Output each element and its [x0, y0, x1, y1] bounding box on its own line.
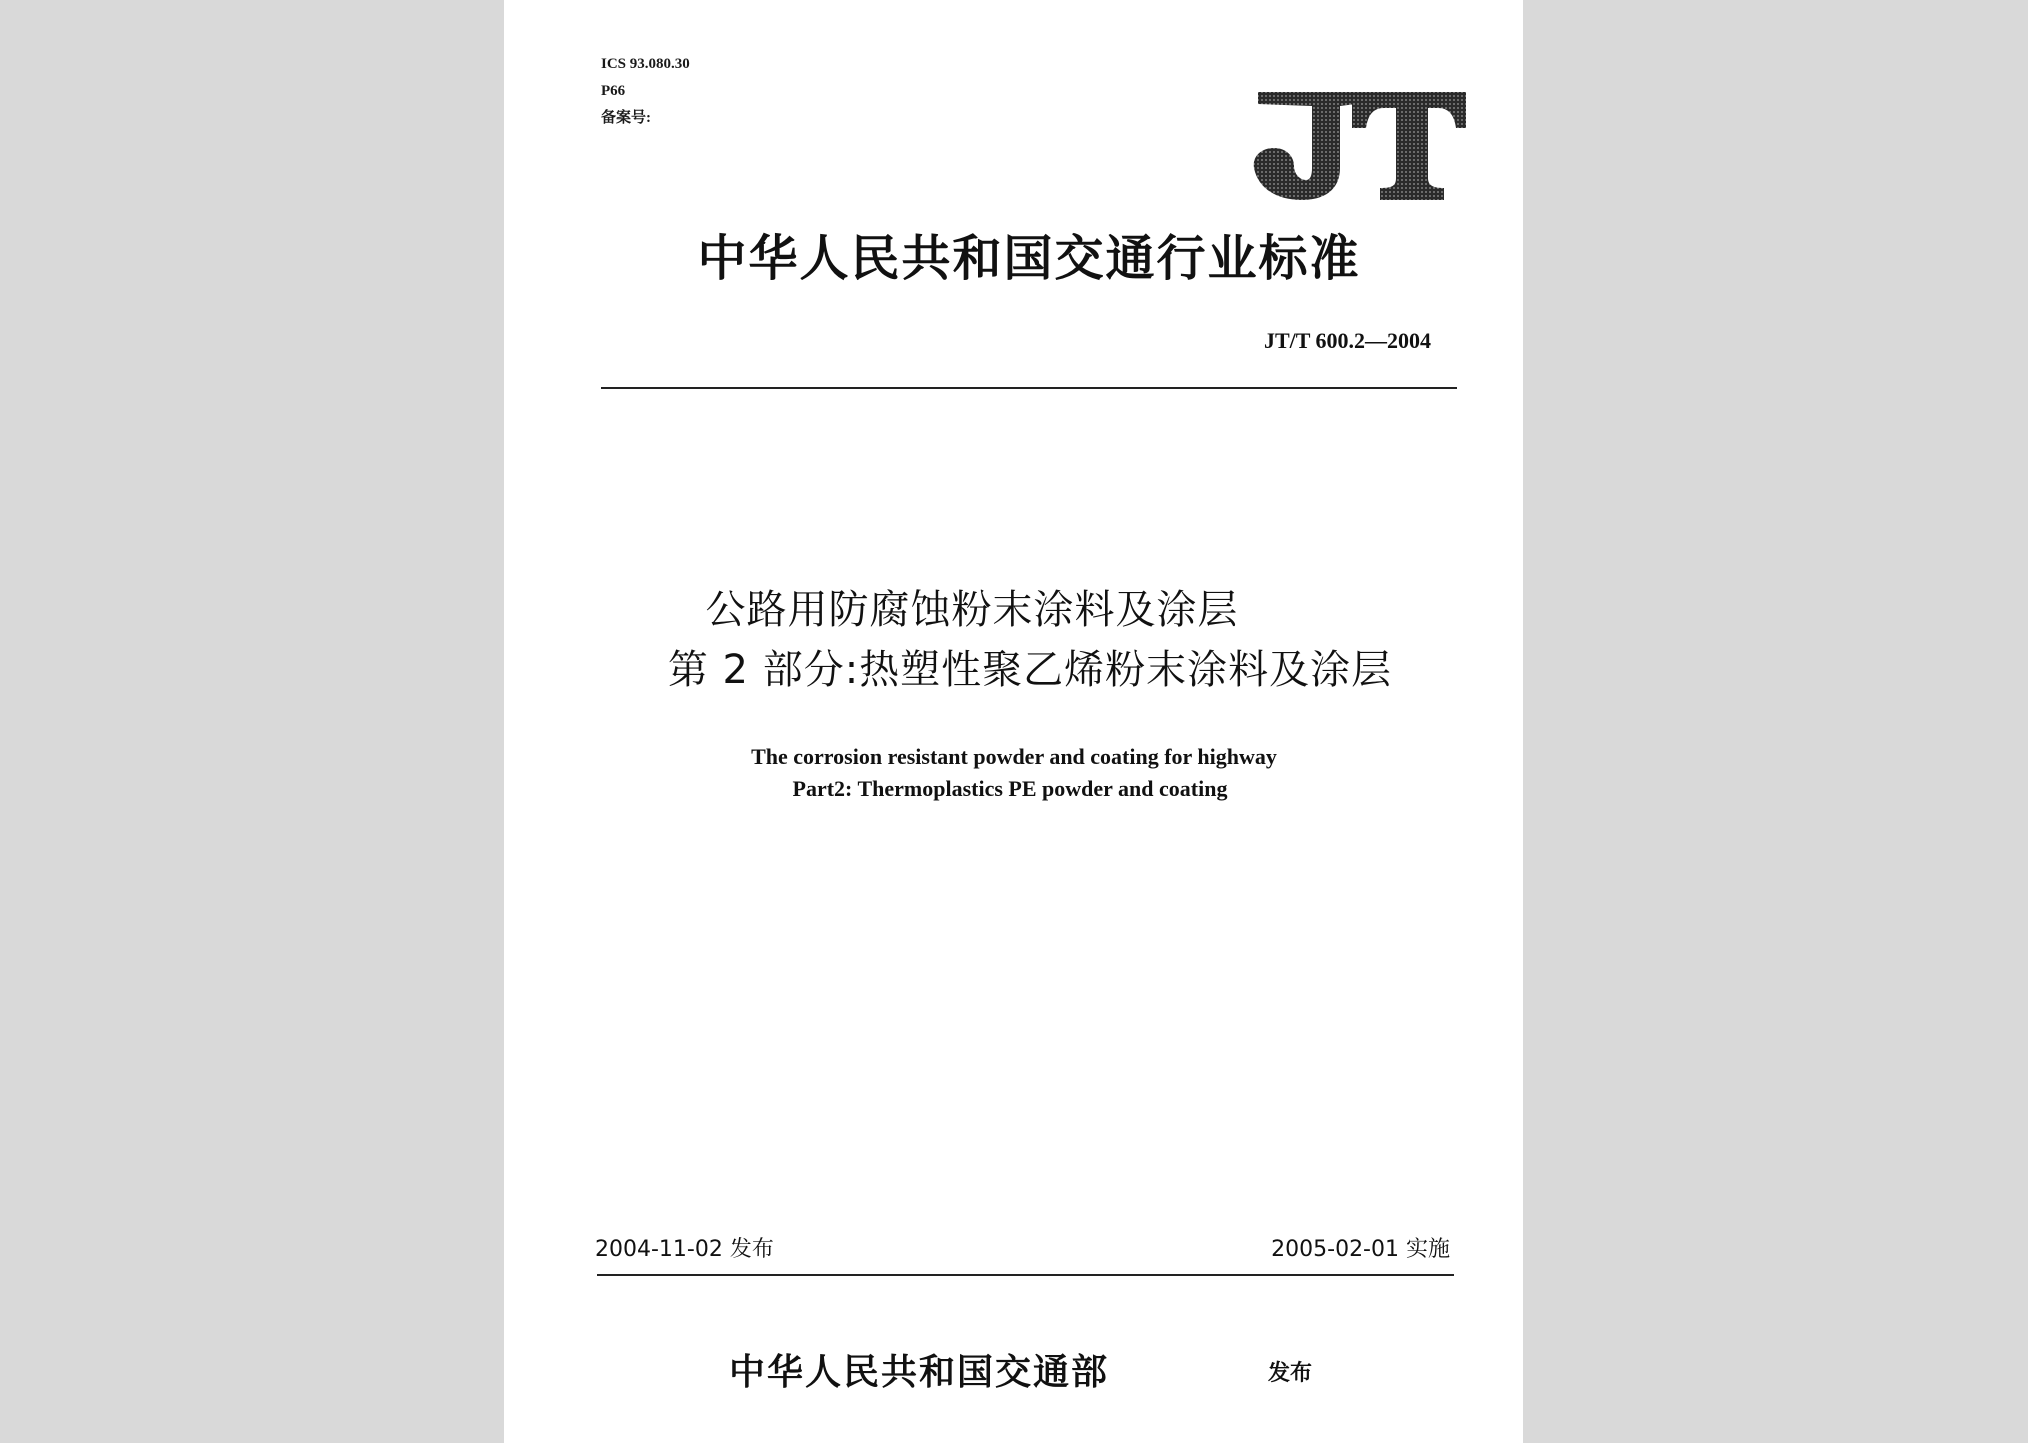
divider-top — [601, 387, 1457, 389]
title-chinese-line2: 第 2 部分:热塑性聚乙烯粉末涂料及涂层 — [667, 647, 1393, 693]
title-english-line2: Part2: Thermoplastics PE powder and coating — [792, 776, 1228, 801]
issue-date: 2004-11-02 发布 — [595, 1237, 774, 1262]
standard-code: JT/T 600.2—2004 — [1263, 328, 1431, 353]
ccs-number: P66 — [601, 83, 626, 99]
implementation-date: 2005-02-01 实施 — [1271, 1237, 1450, 1262]
divider-bottom — [597, 1274, 1454, 1276]
title-english-line1: The corrosion resistant powder and coating for highway — [751, 744, 1277, 769]
record-number-label: 备案号: — [601, 110, 651, 126]
standard-organization: 中华人民共和国交通行业标准 — [697, 229, 1361, 287]
ics-number: ICS 93.080.30 — [601, 56, 690, 72]
document-page — [504, 0, 1523, 1443]
jt-logo — [1244, 82, 1469, 204]
title-chinese-line1: 公路用防腐蚀粉末涂料及涂层 — [705, 587, 1239, 633]
publish-label: 发布 — [1268, 1361, 1313, 1386]
publisher-name: 中华人民共和国交通部 — [729, 1351, 1110, 1393]
